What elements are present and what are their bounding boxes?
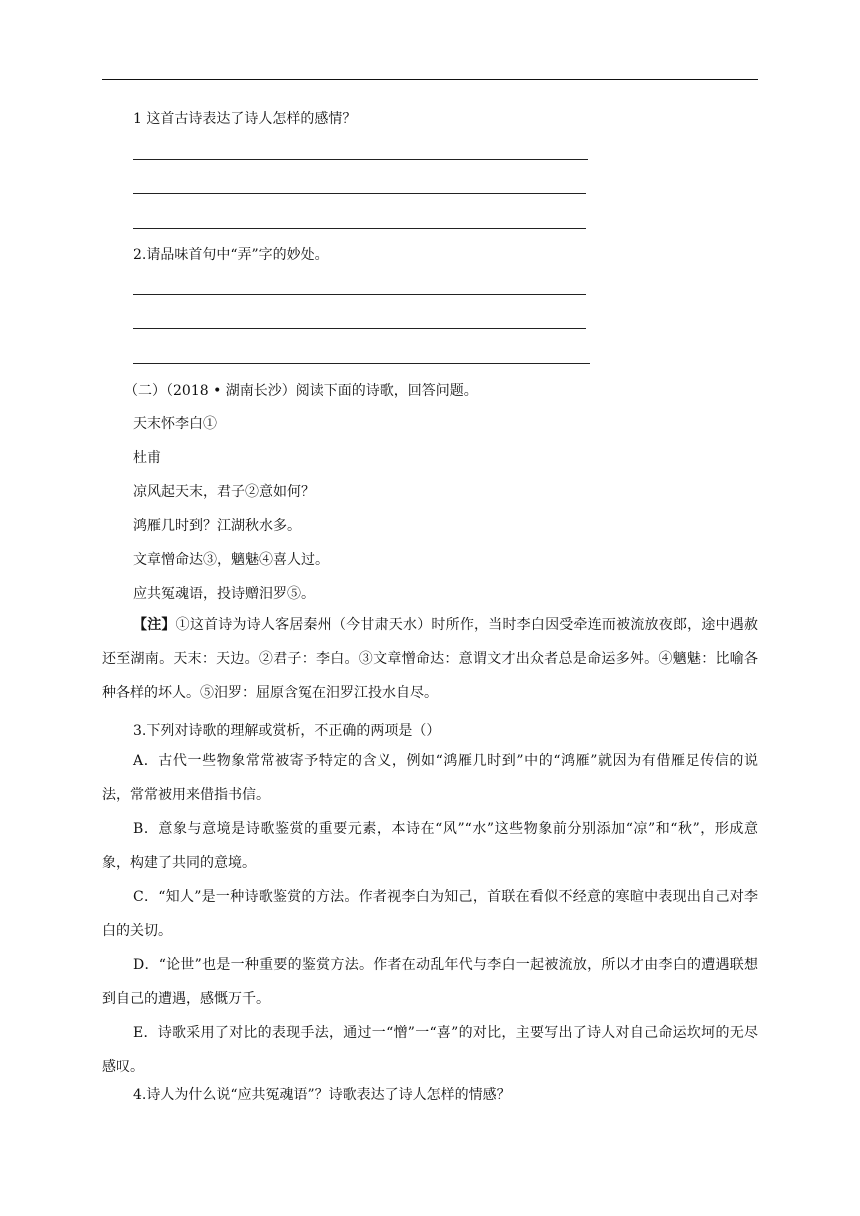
poem-line: 凉风起天末，君子②意如何？ — [133, 484, 315, 500]
option-d: D．“论世”也是一种重要的鉴赏方法。作者在动乱年代与李白一起被流放，所以才由李白的遭遇联想到自己的遭遇，感慨万千。 — [102, 957, 758, 1007]
answer-line-3[interactable] — [133, 228, 586, 229]
option-c: C．“知人”是一种诗歌鉴赏的方法。作者视李白为知己，首联在看似不经意的寒暄中表现出自己对李白的关切。 — [102, 889, 758, 939]
note-label: 【注】 — [133, 617, 176, 633]
header-rule — [102, 79, 758, 80]
question-3: 3.下列对诗歌的理解或赏析，不正确的两项是（） — [133, 723, 441, 739]
question-1: 1 这首古诗表达了诗人怎样的感情？ — [133, 111, 357, 127]
poem-author: 杜甫 — [133, 450, 161, 466]
answer-line-5[interactable] — [133, 328, 586, 329]
annotation-note — [102, 608, 758, 710]
note-text: ①这首诗为诗人客居秦州（今甘肃天水）时所作，当时李白因受牵连而被流放夜郎，途中遇赦还至湖南。天末：天边。②君子：李白。③文章憎命达：意谓文才出众者总是命运多舛。④魑魅：比喻各种各样的坏人。⑤汨罗：屈原含冤在汨罗江投水自尽。 — [102, 617, 759, 701]
poem-line: 应共冤魂语，投诗赠汨罗⑤。 — [133, 586, 315, 602]
answer-line-2[interactable] — [133, 193, 586, 194]
option-e: E．诗歌采用了对比的表现手法，通过一“憎”一“喜”的对比，主要写出了诗人对自己命运坎坷的无尽感叹。 — [102, 1025, 758, 1075]
poem-line: 鸿雁几时到？江湖秋水多。 — [133, 518, 301, 534]
poem-line: 文章憎命达③，魑魅④喜人过。 — [133, 552, 329, 568]
option-b: B．意象与意境是诗歌鉴赏的重要元素，本诗在“风”“水”这些物象前分别添加“凉”和“秋”，形成意象，构建了共同的意境。 — [102, 821, 758, 871]
question-4: 4.诗人为什么说“应共冤魂语”？诗歌表达了诗人怎样的情感？ — [133, 1087, 511, 1103]
answer-line-1[interactable] — [133, 159, 588, 160]
answer-line-6[interactable] — [133, 363, 590, 364]
section-heading: （二）（2018 • 湖南长沙）阅读下面的诗歌，回答问题。 — [124, 383, 478, 399]
option-a: A．古代一些物象常常被寄予特定的含义，例如“鸿雁几时到”中的“鸿雁”就因为有借雁足传信的说法，常常被用来借指书信。 — [102, 753, 758, 803]
question-2: 2.请品味首句中“弄”字的妙处。 — [133, 247, 329, 263]
answer-line-4[interactable] — [133, 294, 586, 295]
poem-title: 天末怀李白① — [133, 416, 217, 432]
